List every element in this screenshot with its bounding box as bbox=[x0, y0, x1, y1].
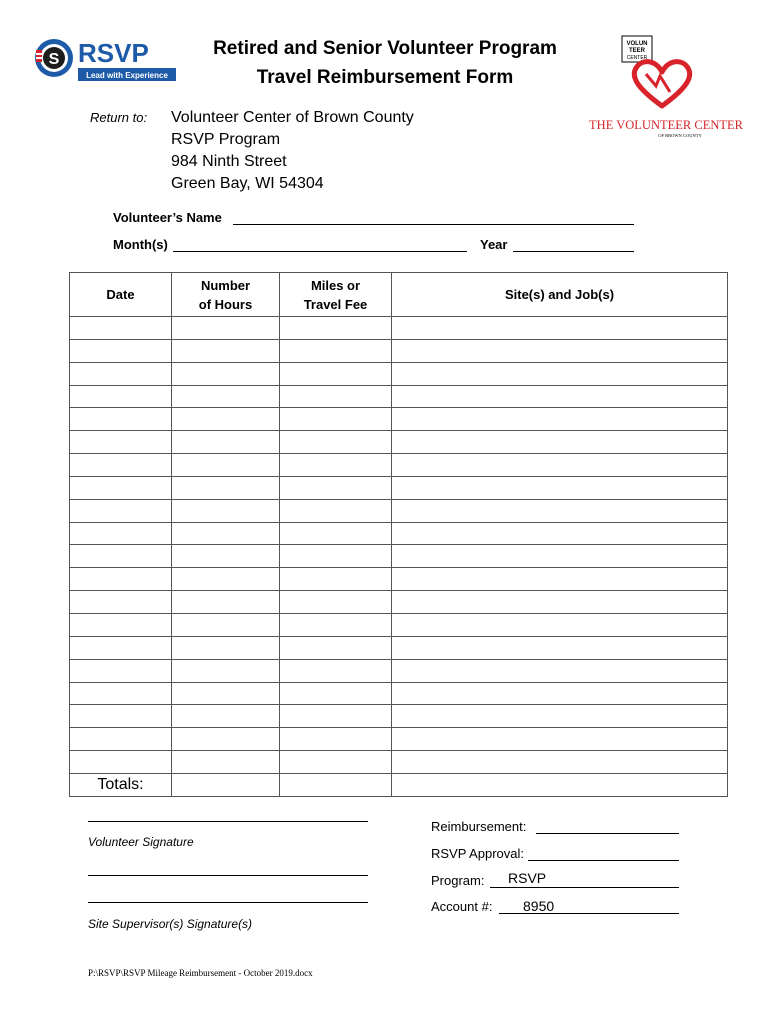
hours-cell[interactable] bbox=[172, 476, 280, 499]
date-cell[interactable] bbox=[70, 659, 172, 682]
title-line-2: Travel Reimbursement Form bbox=[256, 67, 514, 88]
account-label: Account #: bbox=[431, 899, 493, 914]
hours-cell[interactable] bbox=[172, 728, 280, 751]
sites-cell[interactable] bbox=[392, 591, 728, 614]
sites-cell[interactable] bbox=[392, 476, 728, 499]
date-cell[interactable] bbox=[70, 728, 172, 751]
miles-cell[interactable] bbox=[280, 751, 392, 774]
date-cell[interactable] bbox=[70, 362, 172, 385]
sites-cell[interactable] bbox=[392, 568, 728, 591]
table-row bbox=[70, 728, 728, 751]
miles-cell[interactable] bbox=[280, 682, 392, 705]
hours-cell[interactable] bbox=[172, 385, 280, 408]
date-cell[interactable] bbox=[70, 454, 172, 477]
supervisor-signature-label: Site Supervisor(s) Signature(s) bbox=[88, 917, 253, 931]
sites-cell[interactable] bbox=[392, 636, 728, 659]
table-row bbox=[70, 705, 728, 728]
volunteer-signature-field[interactable] bbox=[88, 821, 368, 822]
months-field[interactable] bbox=[173, 251, 467, 252]
vc-logo-subtext: OF BROWN COUNTY bbox=[658, 133, 702, 138]
reimbursement-label: Reimbursement: bbox=[431, 819, 527, 834]
date-cell[interactable] bbox=[70, 751, 172, 774]
miles-cell[interactable] bbox=[280, 339, 392, 362]
table-row bbox=[70, 385, 728, 408]
rsvp-logo bbox=[34, 36, 178, 84]
table-body bbox=[70, 317, 728, 774]
volunteer-name-label: Volunteer’s Name bbox=[113, 210, 222, 225]
travel-log-table bbox=[69, 272, 728, 797]
miles-cell[interactable] bbox=[280, 408, 392, 431]
date-cell[interactable] bbox=[70, 385, 172, 408]
table-row bbox=[70, 362, 728, 385]
svg-text:VOLUN: VOLUN bbox=[626, 41, 648, 47]
sites-cell[interactable] bbox=[392, 362, 728, 385]
hours-cell[interactable] bbox=[172, 362, 280, 385]
miles-cell[interactable] bbox=[280, 454, 392, 477]
date-cell[interactable] bbox=[70, 522, 172, 545]
miles-cell[interactable] bbox=[280, 499, 392, 522]
address-line: RSVP Program bbox=[171, 131, 281, 148]
miles-cell[interactable] bbox=[280, 636, 392, 659]
year-label: Year bbox=[480, 237, 508, 252]
column-header-miles-line2: Travel Fee bbox=[303, 296, 368, 312]
sites-cell[interactable] bbox=[392, 522, 728, 545]
hours-cell[interactable] bbox=[172, 454, 280, 477]
miles-cell[interactable] bbox=[280, 476, 392, 499]
hours-cell[interactable] bbox=[172, 408, 280, 431]
table-row bbox=[70, 317, 728, 340]
svg-text:CENTER: CENTER bbox=[626, 55, 648, 61]
hours-cell[interactable] bbox=[172, 682, 280, 705]
sites-cell[interactable] bbox=[392, 751, 728, 774]
table-row bbox=[70, 499, 728, 522]
rsvp-approval-label: RSVP Approval: bbox=[431, 846, 524, 861]
totals-sites-cell bbox=[392, 773, 728, 796]
totals-row bbox=[70, 773, 728, 796]
sites-cell[interactable] bbox=[392, 545, 728, 568]
column-header-miles bbox=[280, 273, 392, 317]
program-value: RSVP bbox=[508, 870, 547, 886]
sites-cell[interactable] bbox=[392, 499, 728, 522]
months-label: Month(s) bbox=[113, 237, 168, 252]
rsvp-logo-tagline: Lead with Experience bbox=[86, 71, 168, 80]
hours-cell[interactable] bbox=[172, 522, 280, 545]
svg-text:TEER: TEER bbox=[628, 48, 646, 54]
hours-cell[interactable] bbox=[172, 705, 280, 728]
address-line: 984 Ninth Street bbox=[171, 153, 287, 170]
sites-cell[interactable] bbox=[392, 728, 728, 751]
return-address bbox=[171, 107, 414, 195]
column-header-date: Date bbox=[70, 273, 172, 317]
sites-cell[interactable] bbox=[392, 454, 728, 477]
date-cell[interactable] bbox=[70, 408, 172, 431]
date-cell[interactable] bbox=[70, 545, 172, 568]
table-row bbox=[70, 545, 728, 568]
miles-cell[interactable] bbox=[280, 385, 392, 408]
miles-cell[interactable] bbox=[280, 705, 392, 728]
hours-cell[interactable] bbox=[172, 636, 280, 659]
column-header-hours-line1: Number bbox=[200, 277, 251, 293]
totals-label: Totals: bbox=[70, 773, 172, 796]
column-header-hours bbox=[172, 273, 280, 317]
sites-cell[interactable] bbox=[392, 408, 728, 431]
hours-cell[interactable] bbox=[172, 613, 280, 636]
date-cell[interactable] bbox=[70, 339, 172, 362]
miles-cell[interactable] bbox=[280, 591, 392, 614]
sites-cell[interactable] bbox=[392, 339, 728, 362]
volunteer-name-field[interactable] bbox=[233, 224, 634, 225]
miles-cell[interactable] bbox=[280, 362, 392, 385]
hours-cell[interactable] bbox=[172, 339, 280, 362]
hours-cell[interactable] bbox=[172, 751, 280, 774]
table-row bbox=[70, 591, 728, 614]
table-row bbox=[70, 613, 728, 636]
sites-cell[interactable] bbox=[392, 705, 728, 728]
sites-cell[interactable] bbox=[392, 317, 728, 340]
heart-icon bbox=[634, 62, 689, 106]
table-row bbox=[70, 568, 728, 591]
vc-logo-text: THE VOLUNTEER CENTER bbox=[589, 118, 743, 132]
volunteer-center-logo bbox=[589, 34, 743, 146]
miles-cell[interactable] bbox=[280, 728, 392, 751]
file-path-footer: P:\RSVP\RSVP Mileage Reimbursement - October 2019.docx bbox=[88, 968, 313, 978]
date-cell[interactable] bbox=[70, 636, 172, 659]
totals-miles-cell[interactable] bbox=[280, 773, 392, 796]
table-header-row bbox=[70, 273, 728, 317]
hours-cell[interactable] bbox=[172, 317, 280, 340]
date-cell[interactable] bbox=[70, 431, 172, 454]
table-row bbox=[70, 522, 728, 545]
table-row bbox=[70, 659, 728, 682]
supervisor-signature-field-2[interactable] bbox=[88, 902, 368, 903]
sites-cell[interactable] bbox=[392, 682, 728, 705]
svg-text:S: S bbox=[48, 51, 60, 68]
sites-cell[interactable] bbox=[392, 431, 728, 454]
hours-cell[interactable] bbox=[172, 659, 280, 682]
sites-cell[interactable] bbox=[392, 385, 728, 408]
miles-cell[interactable] bbox=[280, 431, 392, 454]
year-field[interactable] bbox=[513, 251, 634, 252]
hours-cell[interactable] bbox=[172, 431, 280, 454]
miles-cell[interactable] bbox=[280, 545, 392, 568]
address-line: Green Bay, WI 54304 bbox=[171, 175, 324, 192]
date-cell[interactable] bbox=[70, 591, 172, 614]
column-header-sites: Site(s) and Job(s) bbox=[392, 273, 728, 317]
table-row bbox=[70, 408, 728, 431]
hours-cell[interactable] bbox=[172, 591, 280, 614]
date-cell[interactable] bbox=[70, 613, 172, 636]
sites-cell[interactable] bbox=[392, 613, 728, 636]
table-row bbox=[70, 682, 728, 705]
miles-cell[interactable] bbox=[280, 568, 392, 591]
program-label: Program: bbox=[431, 873, 485, 888]
sites-cell[interactable] bbox=[392, 659, 728, 682]
table-row bbox=[70, 751, 728, 774]
return-to-label: Return to: bbox=[90, 110, 148, 125]
program-field[interactable] bbox=[490, 887, 679, 888]
date-cell[interactable] bbox=[70, 682, 172, 705]
table-row bbox=[70, 431, 728, 454]
totals-hours-cell[interactable] bbox=[172, 773, 280, 796]
form-title bbox=[180, 34, 590, 92]
hours-cell[interactable] bbox=[172, 568, 280, 591]
rsvp-approval-field[interactable] bbox=[528, 860, 679, 861]
date-cell[interactable] bbox=[70, 705, 172, 728]
account-value: 8950 bbox=[523, 898, 555, 914]
miles-cell[interactable] bbox=[280, 317, 392, 340]
column-header-hours-line2: of Hours bbox=[198, 296, 253, 312]
date-cell[interactable] bbox=[70, 499, 172, 522]
address-line: Volunteer Center of Brown County bbox=[171, 109, 414, 126]
volunteer-signature-label: Volunteer Signature bbox=[88, 835, 194, 849]
title-line-1: Retired and Senior Volunteer Program bbox=[213, 38, 557, 59]
miles-cell[interactable] bbox=[280, 522, 392, 545]
supervisor-signature-field-1[interactable] bbox=[88, 875, 368, 876]
hours-cell[interactable] bbox=[172, 545, 280, 568]
reimbursement-field[interactable] bbox=[536, 833, 679, 834]
table-row bbox=[70, 339, 728, 362]
table-row bbox=[70, 476, 728, 499]
rsvp-logo-text: RSVP bbox=[78, 38, 149, 68]
table-row bbox=[70, 454, 728, 477]
hours-cell[interactable] bbox=[172, 499, 280, 522]
column-header-miles-line1: Miles or bbox=[310, 277, 361, 293]
date-cell[interactable] bbox=[70, 568, 172, 591]
miles-cell[interactable] bbox=[280, 613, 392, 636]
miles-cell[interactable] bbox=[280, 659, 392, 682]
date-cell[interactable] bbox=[70, 476, 172, 499]
table-row bbox=[70, 636, 728, 659]
date-cell[interactable] bbox=[70, 317, 172, 340]
